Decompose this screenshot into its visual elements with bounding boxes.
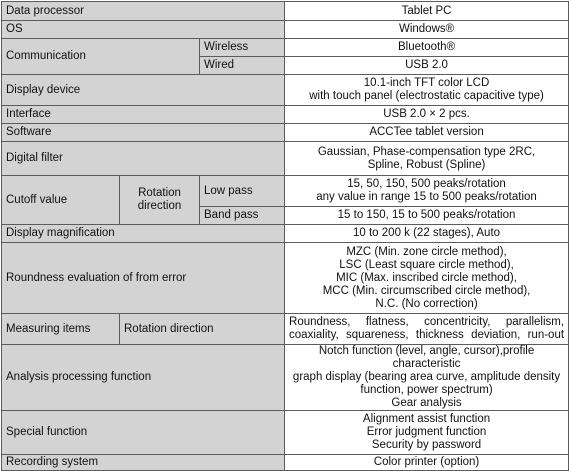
low-pass-label: Low pass [200, 176, 285, 207]
special-line: Security by password [371, 439, 482, 451]
specifications-table [1, 1, 569, 471]
os-value: Windows® [285, 21, 569, 39]
analysis-line: Gear analysis [391, 397, 462, 409]
data-processor-value: Tablet PC [285, 2, 569, 21]
recording-label: Recording system [2, 455, 285, 471]
interface-label: Interface [2, 106, 285, 124]
software-value: ACCTee tablet version [285, 124, 569, 142]
row-analysis [2, 345, 569, 411]
analysis-label: Analysis processing function [2, 345, 285, 411]
wired-value: USB 2.0 [285, 57, 569, 75]
digital-filter-line: Gaussian, Phase-compensation type 2RC, [317, 145, 536, 158]
low-pass-value [285, 176, 569, 207]
analysis-line: graph display (bearing area curve, amplitude density [292, 371, 561, 383]
row-display-device [2, 75, 569, 106]
digital-filter-value [285, 142, 569, 176]
software-label: Software [2, 124, 285, 142]
wireless-value: Bluetooth® [285, 39, 569, 57]
measuring-items-line: Roundness, flatness, concentricity, parallelism, [289, 316, 565, 328]
digital-filter-line: Spline, Robust (Spline) [367, 158, 486, 171]
communication-label: Communication [2, 39, 200, 75]
row-measuring-items [2, 314, 569, 345]
roundness-value [285, 243, 569, 314]
row-cutoff-low-pass [2, 176, 569, 207]
wired-label: Wired [200, 57, 285, 75]
special-value [285, 411, 569, 455]
recording-value: Color printer (option) [285, 455, 569, 471]
cutoff-label: Cutoff value [2, 176, 120, 225]
roundness-label: Roundness evaluation of from error [2, 243, 285, 314]
interface-value: USB 2.0 × 2 pcs. [285, 106, 569, 124]
analysis-value [285, 345, 569, 411]
display-device-value [285, 75, 569, 106]
band-pass-label: Band pass [200, 207, 285, 225]
measuring-items-line: coaxiality, squareness, thickness deviation, run-out [289, 329, 565, 341]
roundness-line: MCC (Min. circumscribed circle method), [322, 284, 531, 297]
row-display-magnification [2, 225, 569, 243]
display-magnification-value: 10 to 200 k (22 stages), Auto [285, 225, 569, 243]
low-pass-line: 15, 50, 150, 500 peaks/rotation [347, 178, 506, 190]
measuring-items-value [285, 314, 569, 345]
display-device-line: 10.1-inch TFT color LCD [363, 77, 490, 89]
row-os [2, 21, 569, 39]
row-special [2, 411, 569, 455]
row-software [2, 124, 569, 142]
display-magnification-label: Display magnification [2, 225, 285, 243]
analysis-line: Notch function (level, angle, cursor),profile characteristic [318, 345, 535, 370]
roundness-line: N.C. (No correction) [375, 297, 478, 310]
special-line: Alignment assist function [362, 413, 491, 425]
wireless-label: Wireless [200, 39, 285, 57]
roundness-line: MIC (Max. inscribed circle method), [336, 271, 517, 284]
special-label: Special function [2, 411, 285, 455]
cutoff-rotation-direction-label: Rotation direction [120, 176, 200, 225]
special-line: Error judgment function [366, 426, 487, 438]
display-device-label: Display device [2, 75, 285, 106]
row-digital-filter [2, 142, 569, 176]
analysis-line: function, power spectrum) [360, 384, 493, 396]
row-roundness [2, 243, 569, 314]
measuring-rotation-direction-label: Rotation direction [120, 314, 285, 345]
roundness-line: MZC (Min. zone circle method), [346, 245, 507, 258]
display-device-line: with touch panel (electrostatic capacitive type) [309, 90, 544, 102]
measuring-items-label: Measuring items [2, 314, 120, 345]
row-interface [2, 106, 569, 124]
data-processor-label: Data processor [2, 2, 285, 21]
low-pass-line: any value in range 15 to 500 peaks/rotation [316, 191, 537, 203]
roundness-line: LSC (Least square circle method), [339, 258, 514, 271]
row-communication-wireless [2, 39, 569, 57]
band-pass-value: 15 to 150, 15 to 500 peaks/rotation [285, 207, 569, 225]
os-label: OS [2, 21, 285, 39]
digital-filter-label: Digital filter [2, 142, 285, 176]
row-data-processor [2, 2, 569, 21]
